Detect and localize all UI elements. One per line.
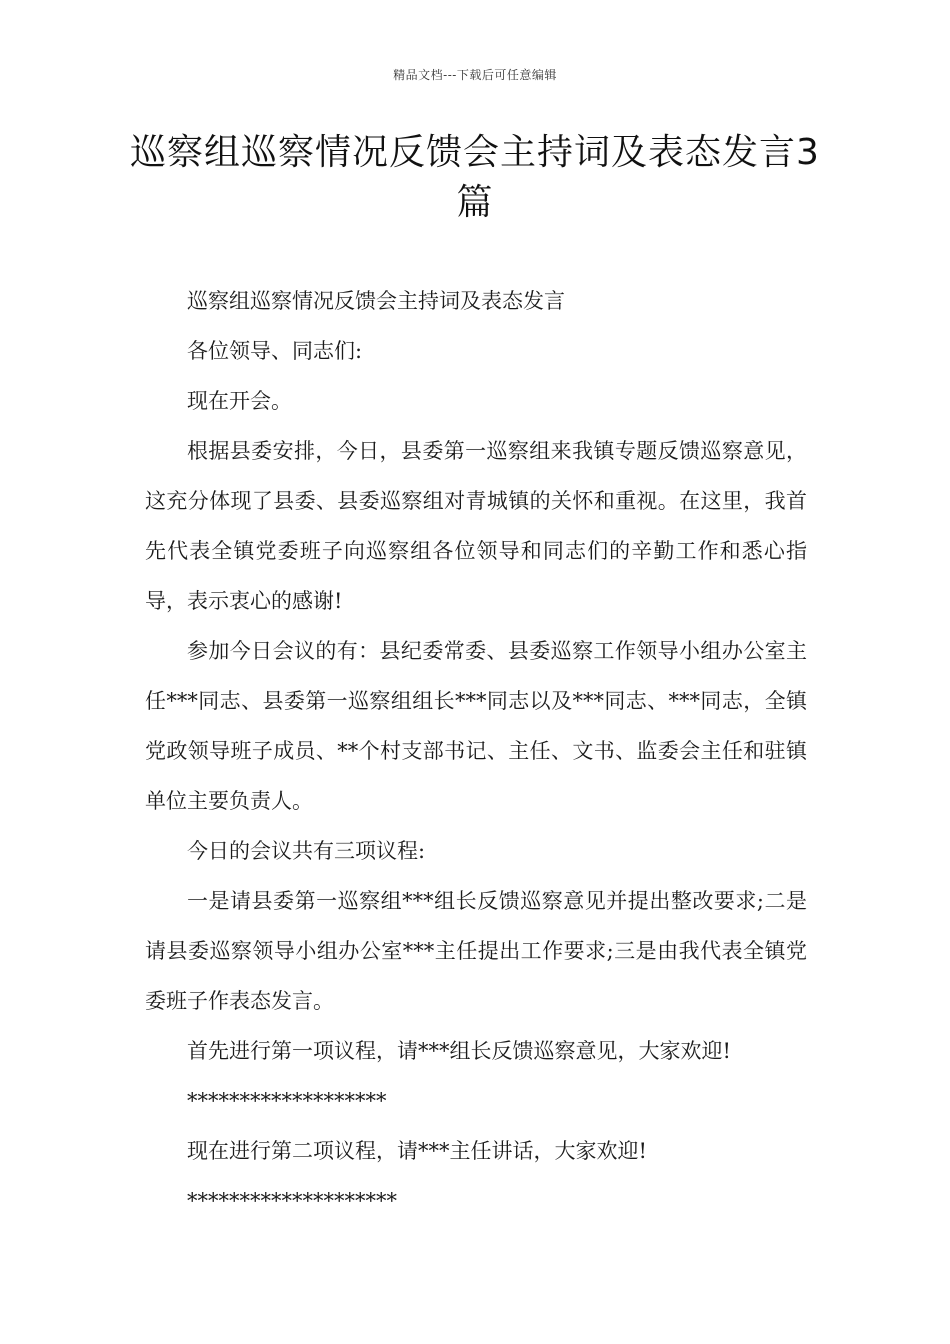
document-title: 巡察组巡察情况反馈会主持词及表态发言3篇 xyxy=(130,132,820,223)
paragraph-attendees: 参加今日会议的有：县纪委常委、县委巡察工作领导小组办公室主任***同志、县委第一巡察组组长***同志以及***同志、***同志，全镇党政领导班子成员、**个村支部书记、主任、文书、监委会主任和驻镇单位主要负责人。 xyxy=(145,639,807,813)
paragraph-salutation: 各位领导、同志们: xyxy=(187,339,363,363)
paragraph-separator-one: ******************* xyxy=(187,1089,387,1113)
paragraph-subtitle: 巡察组巡察情况反馈会主持词及表态发言 xyxy=(187,289,565,313)
document-body xyxy=(145,276,807,1226)
paragraph-background: 根据县委安排，今日，县委第一巡察组来我镇专题反馈巡察意见，这充分体现了县委、县委巡察组对青城镇的关怀和重视。在这里，我首先代表全镇党委班子向巡察组各位领导和同志们的辛勤工作和悉心指导，表示衷心的感谢! xyxy=(145,439,807,613)
paragraph-item-two: 现在进行第二项议程，请***主任讲话，大家欢迎! xyxy=(187,1139,647,1163)
paragraph-agenda-intro: 今日的会议共有三项议程: xyxy=(187,839,426,863)
paragraph-opening: 现在开会。 xyxy=(187,389,292,413)
paragraph-agenda-items: 一是请县委第一巡察组***组长反馈巡察意见并提出整改要求;二是请县委巡察领导小组办公室***主任提出工作要求;三是由我代表全镇党委班子作表态发言。 xyxy=(145,889,807,1013)
paragraph-separator-two: ******************** xyxy=(187,1189,397,1213)
header-note: 精品文档---下载后可任意编辑 xyxy=(393,68,557,82)
paragraph-item-one: 首先进行第一项议程，请***组长反馈巡察意见，大家欢迎! xyxy=(187,1039,731,1063)
